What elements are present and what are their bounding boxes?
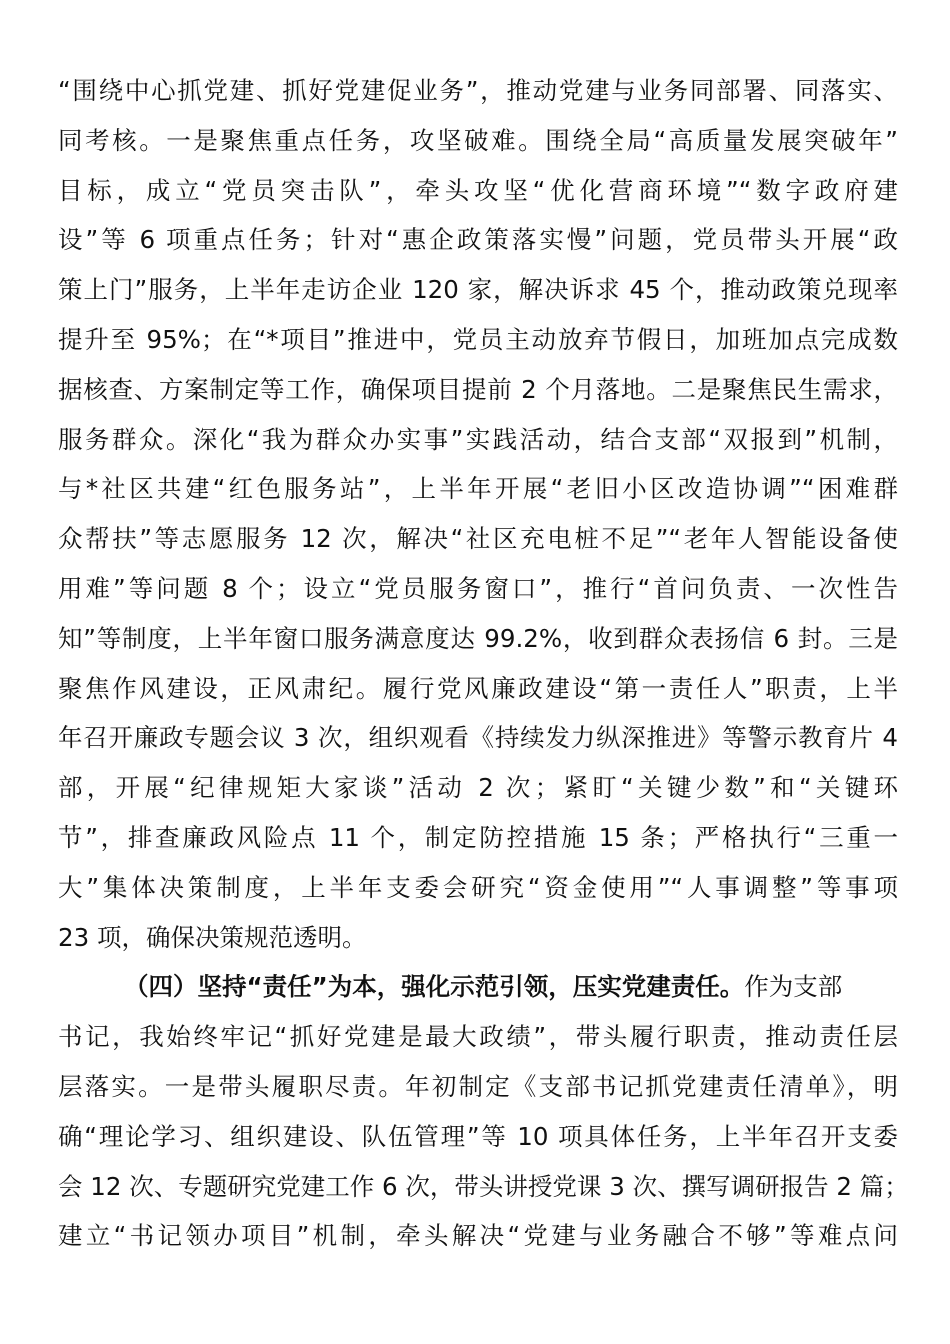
paragraph-line: 层落实。一是带头履职尽责。年初制定《支部书记抓党建责任清单》，明 — [58, 1071, 898, 1101]
body-text — [58, 66, 909, 1261]
paragraph-last-line: 23 项，确保决策规范透明。 — [58, 922, 367, 952]
paragraph-line: 大”集体决策制度，上半年支委会研究“资金使用”“人事调整”等事项 — [58, 872, 898, 902]
section-4-first-line-text: 作为支部 — [744, 972, 843, 1002]
paragraph-line: 与*社区共建“红色服务站”，上半年开展“老旧小区改造协调”“困难群 — [58, 474, 898, 504]
paragraph-line: 会 12 次、专题研究党建工作 6 次，带头讲授党课 3 次、撰写调研报告 2 篇； — [58, 1171, 909, 1201]
paragraph-line: 书记，我始终牢记“抓好党建是最大政绩”，带头履行职责，推动责任层 — [58, 1022, 898, 1052]
paragraph-line: 用难”等问题 8 个；设立“党员服务窗口”，推行“首问负责、一次性告 — [58, 573, 898, 603]
paragraph-line: 部，开展“纪律规矩大家谈”活动 2 次；紧盯“关键少数”和“关键环 — [58, 773, 898, 803]
paragraph-line: “围绕中心抓党建、抓好党建促业务”，推动党建与业务同部署、同落实、 — [58, 76, 898, 105]
section-4-first-line — [58, 962, 898, 1012]
paragraph-line: 策上门”服务，上半年走访企业 120 家，解决诉求 45 个，推动政策兑现率 — [58, 275, 898, 305]
paragraph-line: 知”等制度，上半年窗口服务满意度达 99.2%，收到群众表扬信 6 封。三是 — [58, 623, 898, 653]
paragraph-line: 年召开廉政专题会议 3 次，组织观看《持续发力纵深推进》等警示教育片 4 — [58, 723, 898, 753]
paragraph-line: 确“理论学习、组织建设、队伍管理”等 10 项具体任务，上半年召开支委 — [58, 1121, 898, 1151]
paragraph-line: 据核查、方案制定等工作，确保项目提前 2 个月落地。二是聚焦民生需求， — [58, 374, 898, 404]
paragraph-line: 同考核。一是聚焦重点任务，攻坚破难。围绕全局“高质量发展突破年” — [58, 125, 898, 155]
paragraph-line: 目标，成立“党员突击队”，牵头攻坚“优化营商环境”“数字政府建 — [58, 175, 898, 205]
paragraph-line: 设”等 6 项重点任务；针对“惠企政策落实慢”问题，党员带头开展“政 — [58, 225, 898, 255]
paragraph-line: 服务群众。深化“我为群众办实事”实践活动，结合支部“双报到”机制， — [58, 424, 898, 454]
paragraph-line: 建立“书记领办项目”机制，牵头解决“党建与业务融合不够”等难点问 — [58, 1221, 898, 1251]
paragraph-line: 节”，排查廉政风险点 11 个，制定防控措施 15 条；严格执行“三重一 — [58, 822, 898, 852]
section-4-heading: （四）坚持“责任”为本，强化示范引领，压实党建责任。 — [124, 972, 745, 1002]
paragraph-line: 提升至 95%；在“*项目”推进中，党员主动放弃节假日，加班加点完成数 — [58, 324, 898, 354]
paragraph-line: 聚焦作风建设，正风肃纪。履行党风廉政建设“第一责任人”职责，上半 — [58, 673, 898, 703]
paragraph-line: 众帮扶”等志愿服务 12 次，解决“社区充电桩不足”“老年人智能设备使 — [58, 524, 898, 554]
